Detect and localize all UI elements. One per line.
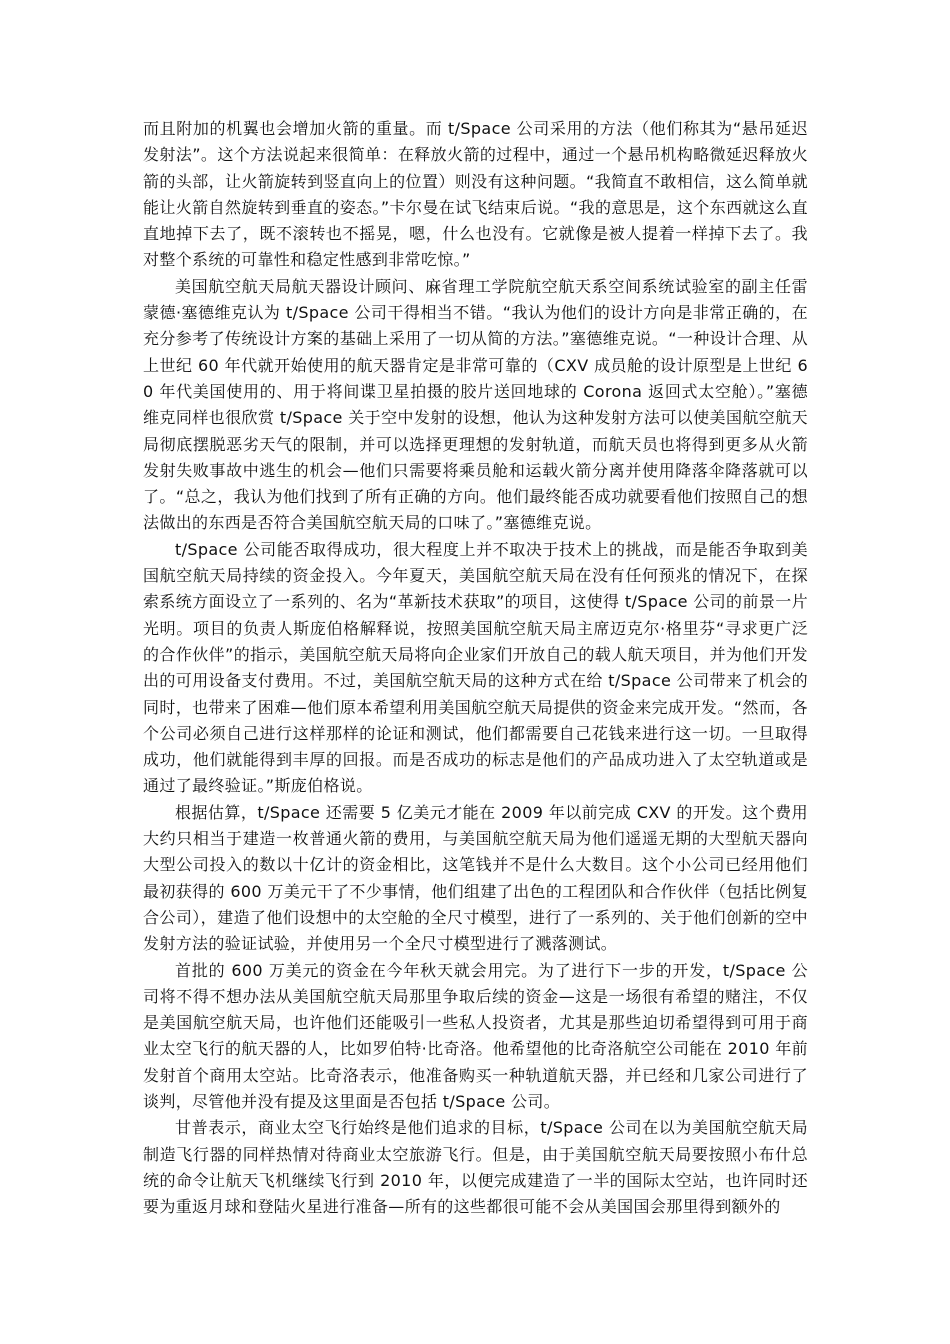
paragraph-5: 首批的 600 万美元的资金在今年秋天就会用完。为了进行下一步的开发，t/Space 公司将不得不想办法从美国航空航天局那里争取后续的资金—这是一场很有希望的赌注，不仅是美国航空航天局，也许他们还能吸引一些私人投资者，尤其是那些迫切希望得到可用于商业太空飞行的航天器的人，比如罗伯特·比奇洛。他希望他的比奇洛航空公司能在 2010 年前发射首个商用太空站。比奇洛表示，他准备购买一种轨道航天器，并已经和几家公司进行了谈判，尽管他并没有提及这里面是否包括 t/Space 公司。 — [143, 960, 808, 1111]
paragraph-3: t/Space 公司能否取得成功，很大程度上并不取决于技术上的挑战，而是能否争取到美国航空航天局持续的资金投入。今年夏天，美国航空航天局在没有任何预兆的情况下，在探索系统方面设立了一系列的、名为“革新技术获取”的项目，这使得 t/Space 公司的前景一片光明。项目的负责人斯庞伯格解释说，按照美国航空航天局主席迈克尔·格里芬“寻求更广泛的合作伙伴”的指示，美国航空航天局将向企业家们开放自己的载人航天项目，并为他们开发出的可用设备支付费用。不过，美国航空航天局的这种方式在给 t/Space 公司带来了机会的同时，也带来了困难—他们原本希望利用美国航空航天局提供的资金来完成开发。“然而，各个公司必须自己进行这样那样的论证和测试，他们都需要自己花钱来进行这一切。一旦取得成功，他们就能得到丰厚的回报。而是否成功的标志是他们的产品成功进入了太空轨道或是通过了最终验证。”斯庞伯格说。 — [143, 539, 808, 796]
paragraph-4: 根据估算，t/Space 还需要 5 亿美元才能在 2009 年以前完成 CXV 的开发。这个费用大约只相当于建造一枚普通火箭的费用，与美国航空航天局为他们遥遥无期的大型航天器向大型公司投入的数以十亿计的资金相比，这笔钱并不是什么大数目。这个小公司已经用他们最初获得的 600 万美元干了不少事情，他们组建了出色的工程团队和合作伙伴（包括比例复合公司），建造了他们设想中的太空舱的全尺寸模型，进行了一系列的、关于他们创新的空中发射方法的验证试验，并使用另一个全尺寸模型进行了溅落测试。 — [143, 802, 808, 954]
document-page — [143, 116, 808, 1220]
paragraph-1: 而且附加的机翼也会增加火箭的重量。而 t/Space 公司采用的方法（他们称其为“悬吊延迟发射法”。这个方法说起来很简单：在释放火箭的过程中，通过一个悬吊机构略微延迟释放火箭的头部，让火箭旋转到竖直向上的位置）则没有这种问题。“我简直不敢相信，这么简单就能让火箭自然旋转到垂直的姿态。”卡尔曼在试飞结束后说。“我的意思是，这个东西就这么直直地掉下去了，既不滚转也不摇晃，嗯，什么也没有。它就像是被人提着一样掉下去了。我对整个系统的可靠性和稳定性感到非常吃惊。” — [143, 119, 808, 270]
paragraph-6: 甘普表示，商业太空飞行始终是他们追求的目标，t/Space 公司在以为美国航空航天局制造飞行器的同样热情对待商业太空旅游飞行。但是，由于美国航空航天局要按照小布什总统的命令让航天飞机继续飞行到 2010 年，以便完成建造了一半的国际太空站，也许同时还要为重返月球和登陆火星进行准备—所有的这些都很可能不会从美国国会那里得到额外的 — [143, 1118, 808, 1217]
paragraph-2: 美国航空航天局航天器设计顾问、麻省理工学院航空航天系空间系统试验室的副主任雷蒙德·塞德维克认为 t/Space 公司干得相当不错。“我认为他们的设计方向是非常正确的，在充分参考了传统设计方案的基础上采用了一切从简的方法。”塞德维克说。“一种设计合理、从上世纪 60 年代就开始使用的航天器肯定是非常可靠的（CXV 成员舱的设计原型是上世纪 60 年代美国使用的、用于将间谍卫星拍摄的胶片送回地球的 Corona 返回式太空舱）。”塞德维克同样也很欣赏 t/Space 关于空中发射的设想，他认为这种发射方法可以使美国航空航天局彻底摆脱恶劣天气的限制，并可以选择更理想的发射轨道，而航天员也将得到更多从火箭发射失败事故中逃生的机会—他们只需要将乘员舱和运载火箭分离并使用降落伞降落就可以了。“总之，我认为他们找到了所有正确的方向。他们最终能否成功就要看他们按照自己的想法做出的东西是否符合美国航空航天局的口味了。”塞德维克说。 — [143, 276, 808, 533]
